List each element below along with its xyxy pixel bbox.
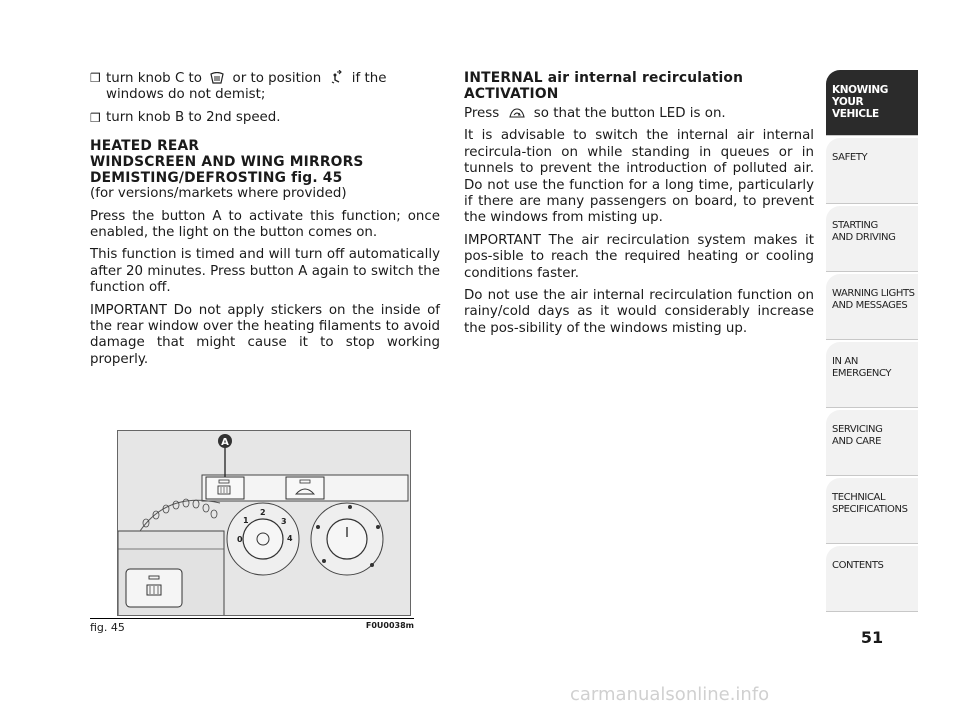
paragraph: Press so that the button LED is on.	[464, 106, 726, 121]
left-column	[90, 70, 440, 374]
dashboard-illustration	[118, 431, 411, 616]
knob-label: 1	[243, 516, 249, 525]
tab-starting-and-driving[interactable]: STARTING AND DRIVING	[826, 206, 918, 272]
figure-code: F0U0038m	[365, 621, 414, 630]
tab-contents[interactable]: CONTENTS	[826, 546, 918, 612]
tab-safety[interactable]: SAFETY	[826, 138, 918, 204]
right-column	[464, 70, 814, 343]
watermark: carmanualsonline.info	[570, 684, 770, 705]
bullet-item	[90, 70, 440, 104]
figure-45-dashboard-controls	[117, 430, 411, 616]
figure-label: fig. 45	[90, 621, 125, 634]
air-recirculation-icon	[508, 107, 526, 119]
paragraph: IMPORTANT The air recirculation system makes it pos-sible to reach the required heating or cooling conditions faster.	[464, 232, 814, 281]
knob-label: 3	[281, 517, 287, 526]
checkbox-bullet-icon: ❒	[90, 110, 101, 125]
page-number: 51	[860, 628, 884, 647]
paragraph: Do not use the air internal recirculation function on rainy/cold days as it would considerably increase the pos-sibility of the windows misting up.	[464, 288, 814, 336]
figure-caption	[90, 618, 414, 633]
tab-knowing-your-vehicle[interactable]: KNOWING YOUR VEHICLE	[826, 70, 918, 136]
section-heading: INTERNAL air internal recirculation ACTIVATION	[464, 70, 744, 102]
tab-warning-lights[interactable]: WARNING LIGHTS AND MESSAGES	[826, 274, 918, 340]
bullet-text: turn knob B to 2nd speed.	[106, 109, 281, 125]
knob-label: 4	[287, 534, 293, 543]
tab-servicing-and-care[interactable]: SERVICING AND CARE	[826, 410, 918, 476]
paragraph: IMPORTANT Do not apply stickers on the inside of the rear window over the heating filaments to avoid damage that might cause it to stop working properly.	[90, 302, 440, 367]
knob-label: 0	[237, 535, 243, 544]
tab-in-an-emergency[interactable]: IN AN EMERGENCY	[826, 342, 918, 408]
section-subheading: (for versions/markets where provided)	[90, 186, 347, 202]
feet-windscreen-vent-icon	[330, 70, 344, 84]
callout-a: A	[221, 437, 229, 448]
bullet-text: if the windows do not demist;	[106, 71, 387, 103]
paragraph: It is advisable to switch the internal air internal recircula-tion on while standing in queues or in tunnels to prevent the introduction of polluted air. Do not use the function for a long time, particularly if there are many passengers on board, to prevent the windows from misting up.	[464, 128, 814, 226]
section-heading: HEATED REAR WINDSCREEN AND WING MIRRORS DEMISTING/DEFROSTING fig. 45	[90, 138, 364, 187]
bullet-item	[90, 110, 440, 126]
bullet-text: or to position	[232, 71, 322, 86]
knob-label: 2	[260, 508, 266, 517]
bullet-text: turn knob C to	[106, 71, 202, 86]
checkbox-bullet-icon: ❒	[90, 71, 101, 85]
chapter-nav	[826, 70, 918, 614]
paragraph: This function is timed and will turn off automatically after 20 minutes. Press button A again to switch the function off.	[90, 247, 440, 296]
paragraph: Press the button A to activate this function; once enabled, the light on the button comes on.	[90, 208, 440, 241]
windscreen-defrost-icon	[210, 72, 224, 84]
tab-technical-specifications[interactable]: TECHNICAL SPECIFICATIONS	[826, 478, 918, 544]
